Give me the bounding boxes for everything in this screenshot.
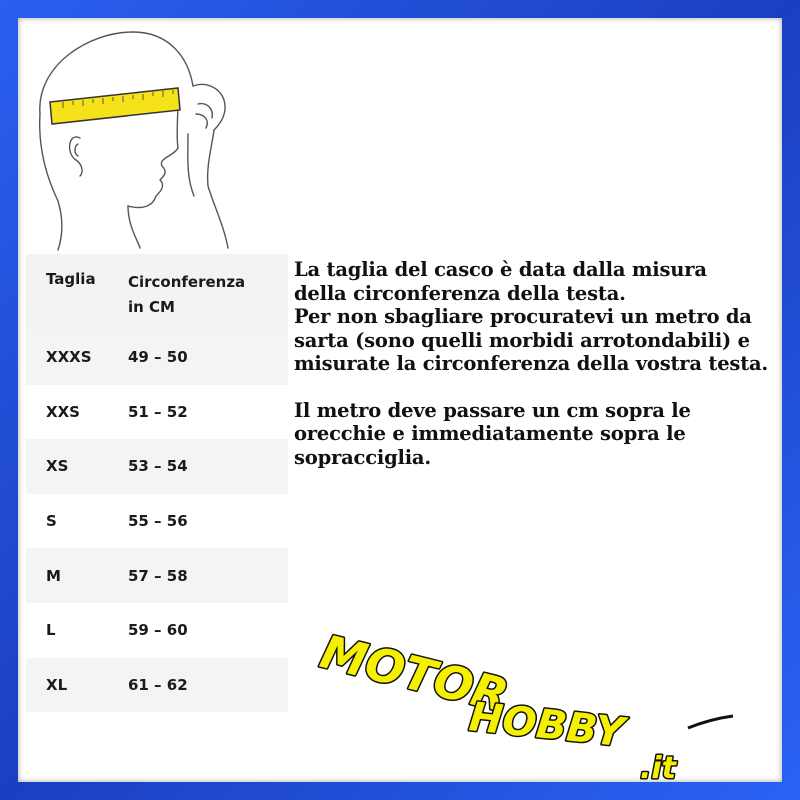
instruction-line: misurate la circonferenza della vostra testa. — [294, 352, 769, 375]
size-cell: XL — [46, 675, 68, 694]
measure-instructions — [294, 258, 782, 469]
size-cell: S — [46, 512, 57, 531]
header-circumference — [120, 254, 288, 330]
instruction-line: sopracciglia. — [294, 445, 431, 469]
instructions-paragraph — [294, 258, 782, 376]
table-row — [26, 603, 288, 658]
size-cell: M — [46, 566, 61, 585]
size-table — [26, 254, 288, 712]
table-row — [26, 494, 288, 549]
range-cell: 61 – 62 — [127, 675, 188, 694]
instruction-line: orecchie e immediatamente sopra le — [294, 422, 686, 445]
table-row — [26, 330, 288, 385]
header-size: Taglia — [46, 270, 96, 288]
instructions-paragraph — [294, 399, 782, 470]
table-row — [26, 439, 288, 494]
instruction-line: della circonferenza della testa. — [294, 281, 626, 305]
range-cell: 57 – 58 — [127, 566, 188, 585]
size-cell: XXS — [46, 402, 80, 421]
table-row — [26, 385, 288, 440]
motorhobby-logo — [308, 618, 748, 788]
range-cell: 51 – 52 — [127, 402, 188, 421]
range-cell: 55 – 56 — [127, 512, 188, 531]
table-row — [26, 658, 288, 713]
size-cell: L — [46, 621, 56, 640]
table-row — [26, 548, 288, 603]
logo-word2: HOBBY — [466, 694, 627, 757]
header-circumference-line2: in CM — [127, 298, 175, 316]
size-cell: XXXS — [46, 348, 92, 367]
instruction-line: La taglia del casco è data dalla misura — [294, 258, 707, 281]
range-cell: 49 – 50 — [127, 348, 188, 367]
header-circumference-line1: Circonferenza — [127, 273, 246, 291]
content-panel — [18, 18, 782, 786]
instruction-line: Per non sbagliare procuratevi un metro da — [294, 305, 752, 328]
size-cell: XS — [46, 457, 69, 476]
table-header-row — [26, 254, 288, 330]
instruction-line: sarta (sono quelli morbidi arrotondabili) e — [294, 328, 750, 352]
range-cell: 53 – 54 — [127, 457, 188, 476]
range-cell: 59 – 60 — [127, 621, 188, 640]
logo-word1: MOTOR — [315, 624, 514, 723]
instruction-line: Il metro deve passare un cm sopra le — [294, 398, 691, 422]
logo-suffix: .it — [640, 751, 677, 786]
head-measuring-tape-icon — [28, 26, 243, 251]
